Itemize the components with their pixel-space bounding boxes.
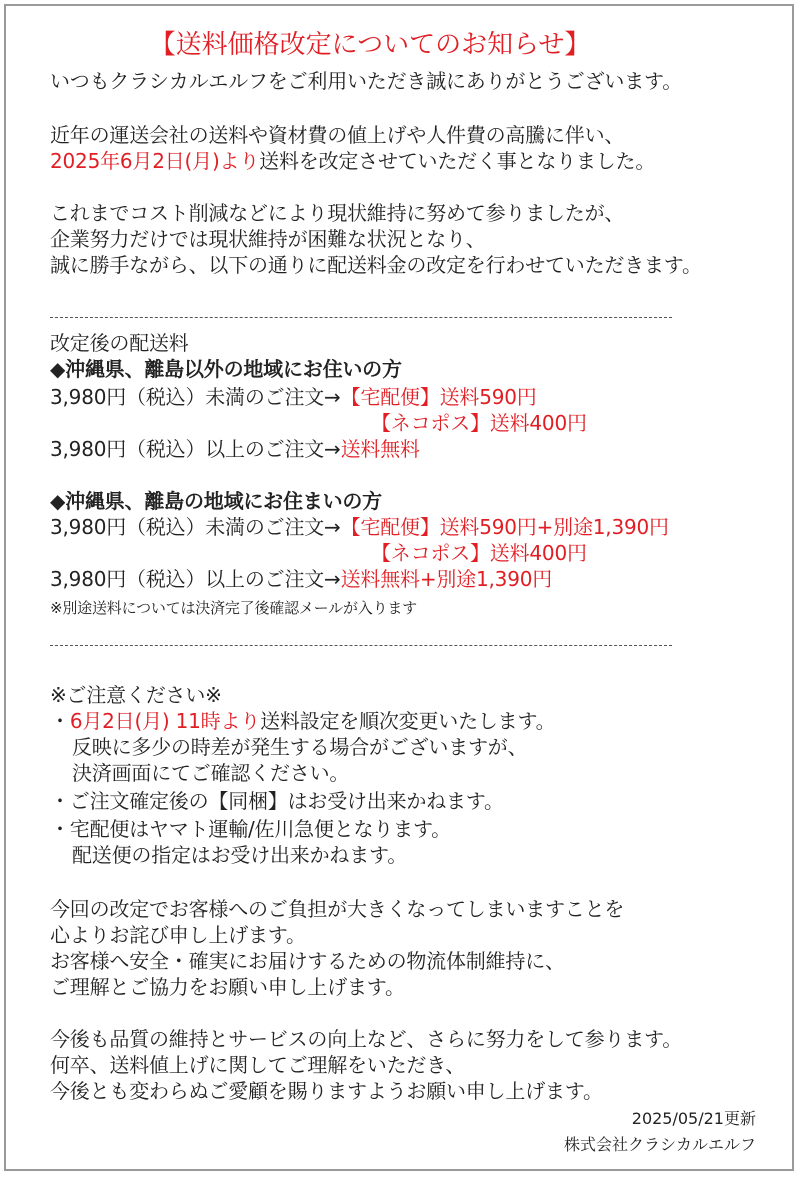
closing2-line1: 今後も品質の維持とサービスの向上など、さらに努力をして参ります。 [50, 1027, 682, 1051]
remote-under-label: 3,980円（税込）未満のご注文→ [50, 515, 341, 539]
mainland-under-nekopos: 【ネコポス】送料400円 [371, 411, 587, 435]
closing1-line1: 今回の改定でお客様へのご負担が大きくなってしまいますことを [50, 897, 625, 921]
greeting: いつもクラシカルエルフをご利用いただき誠にありがとうございます。 [50, 69, 682, 93]
para1-line2 [50, 148, 655, 174]
closing2-line3: 今後とも変わらぬご愛顧を賜りますようお願い申し上げます。 [50, 1079, 603, 1103]
notice-title: 【送料価格改定についてのお知らせ】 [149, 30, 591, 60]
caution-item3-line2: 配送便の指定はお受け出来かねます。 [72, 843, 407, 867]
remote-over-value: 送料無料+別途1,390円 [340, 567, 553, 591]
caution-heading: ※ご注意ください※ [50, 683, 222, 707]
mainland-under-label: 3,980円（税込）未満のご注文→ [50, 385, 341, 409]
closing2-line2: 何卒、送料値上げに関してご理解をいただき、 [50, 1053, 465, 1077]
caution-item1-line3: 決済画面にてご確認ください。 [72, 761, 350, 785]
remote-under-nekopos: 【ネコポス】送料400円 [371, 541, 587, 565]
para2-line3: 誠に勝手ながら、以下の通りに配送料金の改定を行わせていただきます。 [50, 253, 702, 277]
remote-heading: ◆沖縄県、離島の地域にお住まいの方 [50, 489, 382, 513]
updated-date: 2025/05/21更新 [631, 1109, 756, 1128]
divider-top [50, 317, 672, 318]
mainland-over-row [50, 436, 420, 462]
para1-rest: 送料を改定させていただく事となりました。 [259, 149, 656, 173]
caution-bullet: ・ [50, 709, 70, 733]
remote-note: ※別途送料については決済完了後確認メールが入ります [50, 599, 417, 617]
company-name: 株式会社クラシカルエルフ [563, 1135, 756, 1154]
divider-bottom [50, 645, 672, 646]
caution-item1-rest: 送料設定を順次変更いたします。 [260, 709, 556, 733]
caution-item2: ・ご注文確定後の【同梱】はお受け出来かねます。 [50, 789, 504, 813]
remote-under-row [50, 514, 669, 540]
mainland-under-row [50, 384, 537, 410]
remote-over-row [50, 566, 552, 592]
section-label: 改定後の配送料 [50, 331, 189, 355]
para1-line1: 近年の運送会社の送料や資材費の値上げや人件費の高騰に伴い、 [50, 123, 625, 147]
caution-item3: ・宅配便はヤマト運輸/佐川急便となります。 [50, 817, 451, 841]
mainland-over-label: 3,980円（税込）以上のご注文→ [50, 437, 341, 461]
closing1-line3: お客様へ安全・確実にお届けするための物流体制維持に、 [50, 949, 565, 973]
para2-line1: これまでコスト削減などにより現状維持に努めて参りましたが、 [50, 201, 625, 225]
caution-item1 [50, 708, 555, 734]
closing1-line4: ご理解とご協力をお願い申し上げます。 [50, 975, 405, 999]
remote-under-takuhaibin: 【宅配便】送料590円+別途1,390円 [340, 515, 669, 539]
remote-over-label: 3,980円（税込）以上のご注文→ [50, 567, 341, 591]
effective-date: 2025年6月2日(月)より [50, 149, 260, 173]
mainland-heading: ◆沖縄県、離島以外の地域にお住いの方 [50, 357, 402, 381]
caution-item1-line2: 反映に多少の時差が発生する場合がございますが、 [72, 735, 528, 759]
closing1-line2: 心よりお詫び申し上げます。 [50, 923, 306, 947]
mainland-under-takuhaibin: 【宅配便】送料590円 [340, 385, 537, 409]
mainland-over-value: 送料無料 [340, 437, 420, 461]
change-time: 6月2日(月) 11時より [69, 709, 261, 733]
para2-line2: 企業努力だけでは現状維持が困難な状況となり、 [50, 227, 486, 251]
